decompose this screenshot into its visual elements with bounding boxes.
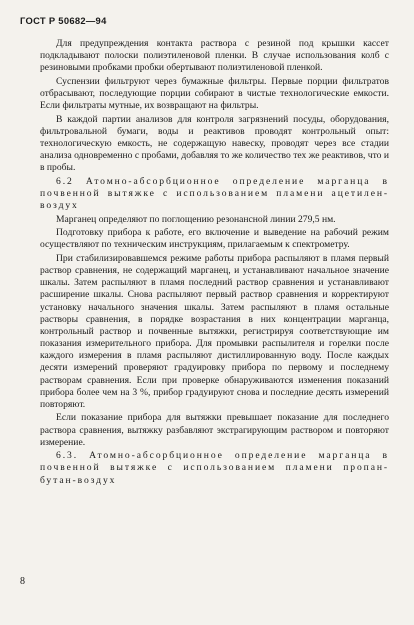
- paragraph-dilution: Если показание прибора для вытяжки превышает показание для последнего раствора сравнения, вытяжку разбавляют экстрагирующим раствором и повторяют измерение.: [40, 412, 389, 448]
- paragraph-film: Для предупреждения контакта раствора с резиной под крышки кассет подкладывают полоски полиэтиленовой пленки. В случае использования колб с резиновыми пробками пробки обертывают полиэтиленовой пленкой.: [40, 38, 389, 74]
- paragraph-resonance-line: Марганец определяют по поглощению резонансной линии 279,5 нм.: [56, 213, 336, 225]
- section-heading-6-3: 6.3. Атомно-абсорбционное определение марганца в почвенной вытяжке с использованием пламени пропан-бутан-воздух: [40, 450, 389, 486]
- paragraph-measurement-procedure: При стабилизировавшемся режиме работы прибора распыляют в пламя первый раствор сравнения, не содержащий марганец, и устанавливают начальное значение шкалы. Затем распыляют в пламя последний раствор сравнения и устанавливают расширение шкалы. Снова распыляют первый раствор сравнения и корректируют установку начального значения шкалы. Затем распыляют в пламя остальные растворы сравнения, в порядке возрастания в них концентрации марганца, контрольный раствор и почвенные вытяжки, регистрируя соответствующие им показания измерительного прибора. Для промывки распылителя и горелки после каждого измерения в пламя распыляют дистиллированную воду. После каждых десяти измерений проверяют градуировку прибора по первому и последнему растворам сравнения. Если при проверке обнаруживаются изменения показаний прибора более чем на 3 %, прибор градуируют снова и последние десять измерений повторяют.: [40, 253, 389, 410]
- paragraph-filtering: Суспензии фильтруют через бумажные фильтры. Первые порции фильтратов отбрасывают, последующие порции собирают в чистые технологические емкости. Если фильтраты мутные, их возвращают на фильтры.: [40, 75, 389, 112]
- paragraph-control-test: В каждой партии анализов для контроля загрязнений посуды, оборудования, фильтровальной бумаги, воды и реактивов проводят контрольный опыт: технологическую емкость, не содержащую навеску, проводят через все стадии анализа одновременно с пробами, добавляя то же количество тех же реактивов, что и в пробы.: [40, 113, 389, 174]
- section-heading-6-2: 6.2 Атомно-абсорбционное определение марганца в почвенной вытяжке с использованием пламени ацетилен-воздух: [40, 175, 389, 212]
- page-number: 8: [20, 576, 25, 587]
- paragraph-instrument-prep: Подготовку прибора к работе, его включение и выведение на рабочий режим осуществляют по техническим инструкциям, прилагаемым к спектрометру.: [40, 227, 389, 251]
- document-header: ГОСТ Р 50682—94: [20, 15, 107, 26]
- body-text: [40, 38, 389, 488]
